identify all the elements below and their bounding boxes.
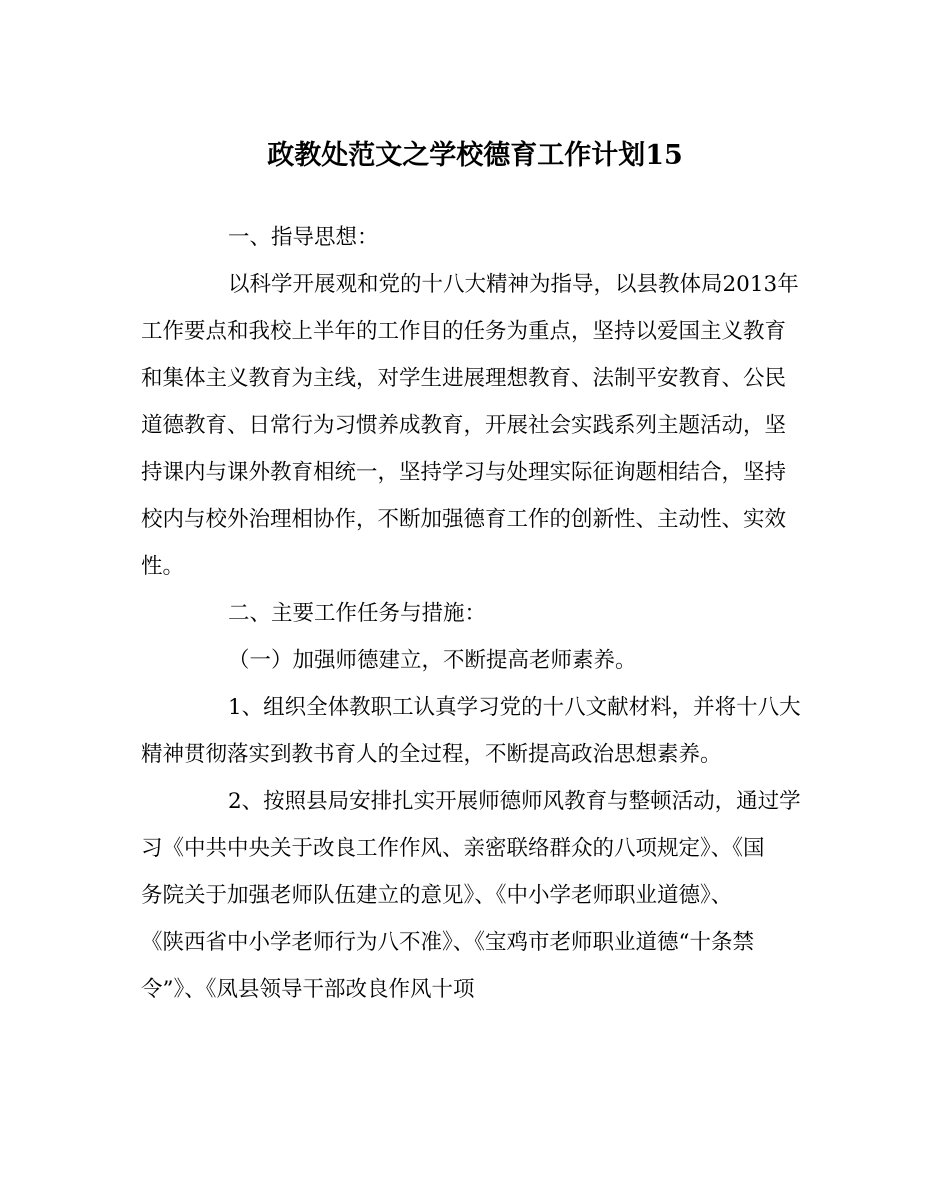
- paragraph-line: 校内与校外治理相协作，不断加强德育工作的创新性、主动性、实效: [141, 507, 787, 532]
- paragraph-line: 精神贯彻落实到教书育人的全过程，不断提高政治思想素养。: [141, 742, 722, 767]
- paragraph-line: 1、组织全体教职工认真学习党的十八文献材料，并将十八大: [228, 695, 801, 720]
- paragraph-line: 令”》、《凤县领导干部改良作风十项: [141, 977, 475, 1002]
- paragraph-line: 务院关于加强老师队伍建立的意见》、《中小学老师职业道德》、: [141, 883, 733, 908]
- document-title: 政教处范文之学校德育工作计划15: [267, 140, 683, 171]
- paragraph-line: 《陕西省中小学老师行为八不准》、《宝鸡市老师职业道德“十条禁: [141, 930, 754, 955]
- paragraph-line: 以科学开展观和党的十八大精神为指导，以县教体局2013年: [228, 272, 799, 297]
- paragraph-line: 道德教育、日常行为习惯养成教育，开展社会实践系列主题活动，坚: [141, 413, 787, 438]
- paragraph-line: 和集体主义教育为主线，对学生进展理想教育、法制平安教育、公民: [141, 366, 787, 391]
- paragraph-line: 2、按照县局安排扎实开展师德师风教育与整顿活动，通过学: [228, 789, 801, 814]
- section-heading-main-tasks: 二、主要工作任务与措施：: [228, 601, 487, 626]
- paragraph-line: 工作要点和我校上半年的工作目的任务为重点，坚持以爱国主义教育: [141, 319, 787, 344]
- subsection-heading: （一）加强师德建立，不断提高老师素养。: [228, 648, 637, 673]
- paragraph-line: 性。: [141, 554, 185, 579]
- paragraph-line: 习《中共中央关于改良工作作风、亲密联络群众的八项规定》、《国: [141, 836, 765, 861]
- section-heading-guiding-ideology: 一、指导思想：: [228, 225, 379, 250]
- paragraph-line: 持课内与课外教育相统一，坚持学习与处理实际征询题相结合，坚持: [141, 460, 787, 485]
